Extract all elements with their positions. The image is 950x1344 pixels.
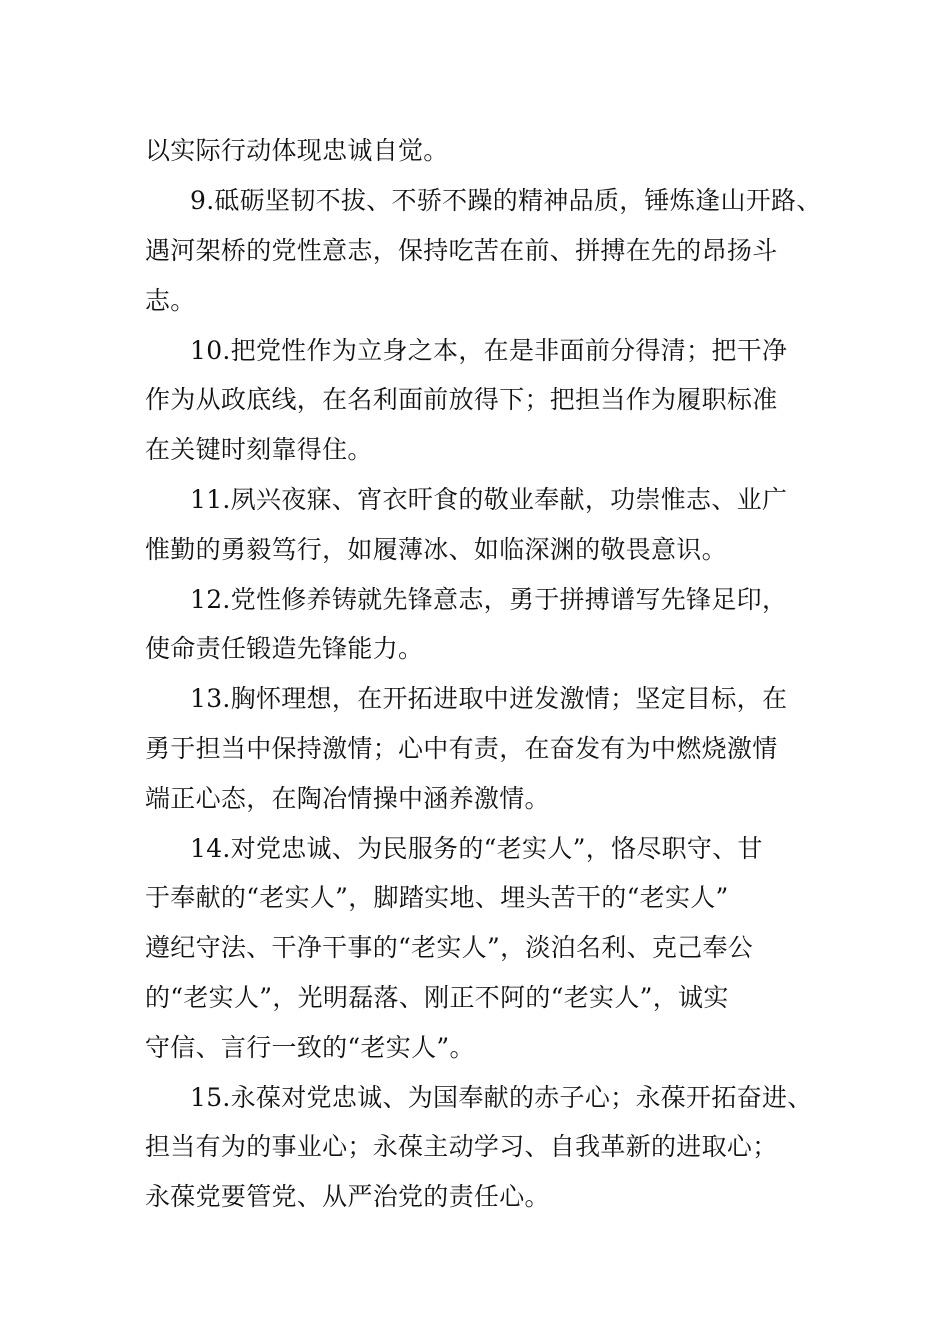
text-line: 于奉献的“老实人”，脚踏实地、埋头苦干的“老实人” (145, 883, 729, 912)
text-line: 14.对党忠诚、为民服务的“老实人”，恪尽职守、甘 (190, 834, 763, 863)
text-line: 以实际行动体现忠诚自觉。 (145, 136, 449, 165)
text-line: 的“老实人”，光明磊落、刚正不阿的“老实人”，诚实 (145, 983, 729, 1012)
text-line: 永葆党要管党、从严治党的责任心。 (145, 1182, 550, 1211)
text-line: 10.把党性作为立身之本，在是非面前分得清；把干净 (190, 336, 788, 365)
text-line: 勇于担当中保持激情；心中有责，在奋发有为中燃烧激情 (145, 734, 778, 763)
text-line: 作为从政底线，在名利面前放得下；把担当作为履职标准 (145, 385, 778, 414)
text-line: 9.砥砺坚韧不拔、不骄不躁的精神品质，锤炼逢山开路、 (190, 186, 822, 215)
text-line: 担当有为的事业心；永葆主动学习、自我革新的进取心； (145, 1132, 778, 1161)
text-line: 端正心态，在陶冶情操中涵养激情。 (145, 784, 550, 813)
text-line: 使命责任锻造先锋能力。 (145, 634, 424, 663)
text-line: 在关键时刻靠得住。 (145, 435, 373, 464)
text-line: 惟勤的勇毅笃行，如履薄冰、如临深渊的敬畏意识。 (145, 535, 727, 564)
text-line: 遵纪守法、干净干事的“老实人”，淡泊名利、克己奉公 (145, 933, 754, 962)
text-line: 遇河架桥的党性意志，保持吃苦在前、拼搏在先的昂扬斗 (145, 236, 778, 265)
text-line: 志。 (145, 286, 196, 315)
text-line: 15.永葆对党忠诚、为国奉献的赤子心；永葆开拓奋进、 (190, 1083, 813, 1112)
text-line: 11.夙兴夜寐、宵衣旰食的敬业奉献，功崇惟志、业广 (190, 485, 788, 514)
text-line: 12.党性修养铸就先锋意志，勇于拼搏谱写先锋足印， (190, 585, 788, 614)
text-line: 守信、言行一致的“老实人”。 (145, 1033, 475, 1062)
text-line: 13.胸怀理想，在开拓进取中迸发激情；坚定目标，在 (190, 684, 788, 713)
